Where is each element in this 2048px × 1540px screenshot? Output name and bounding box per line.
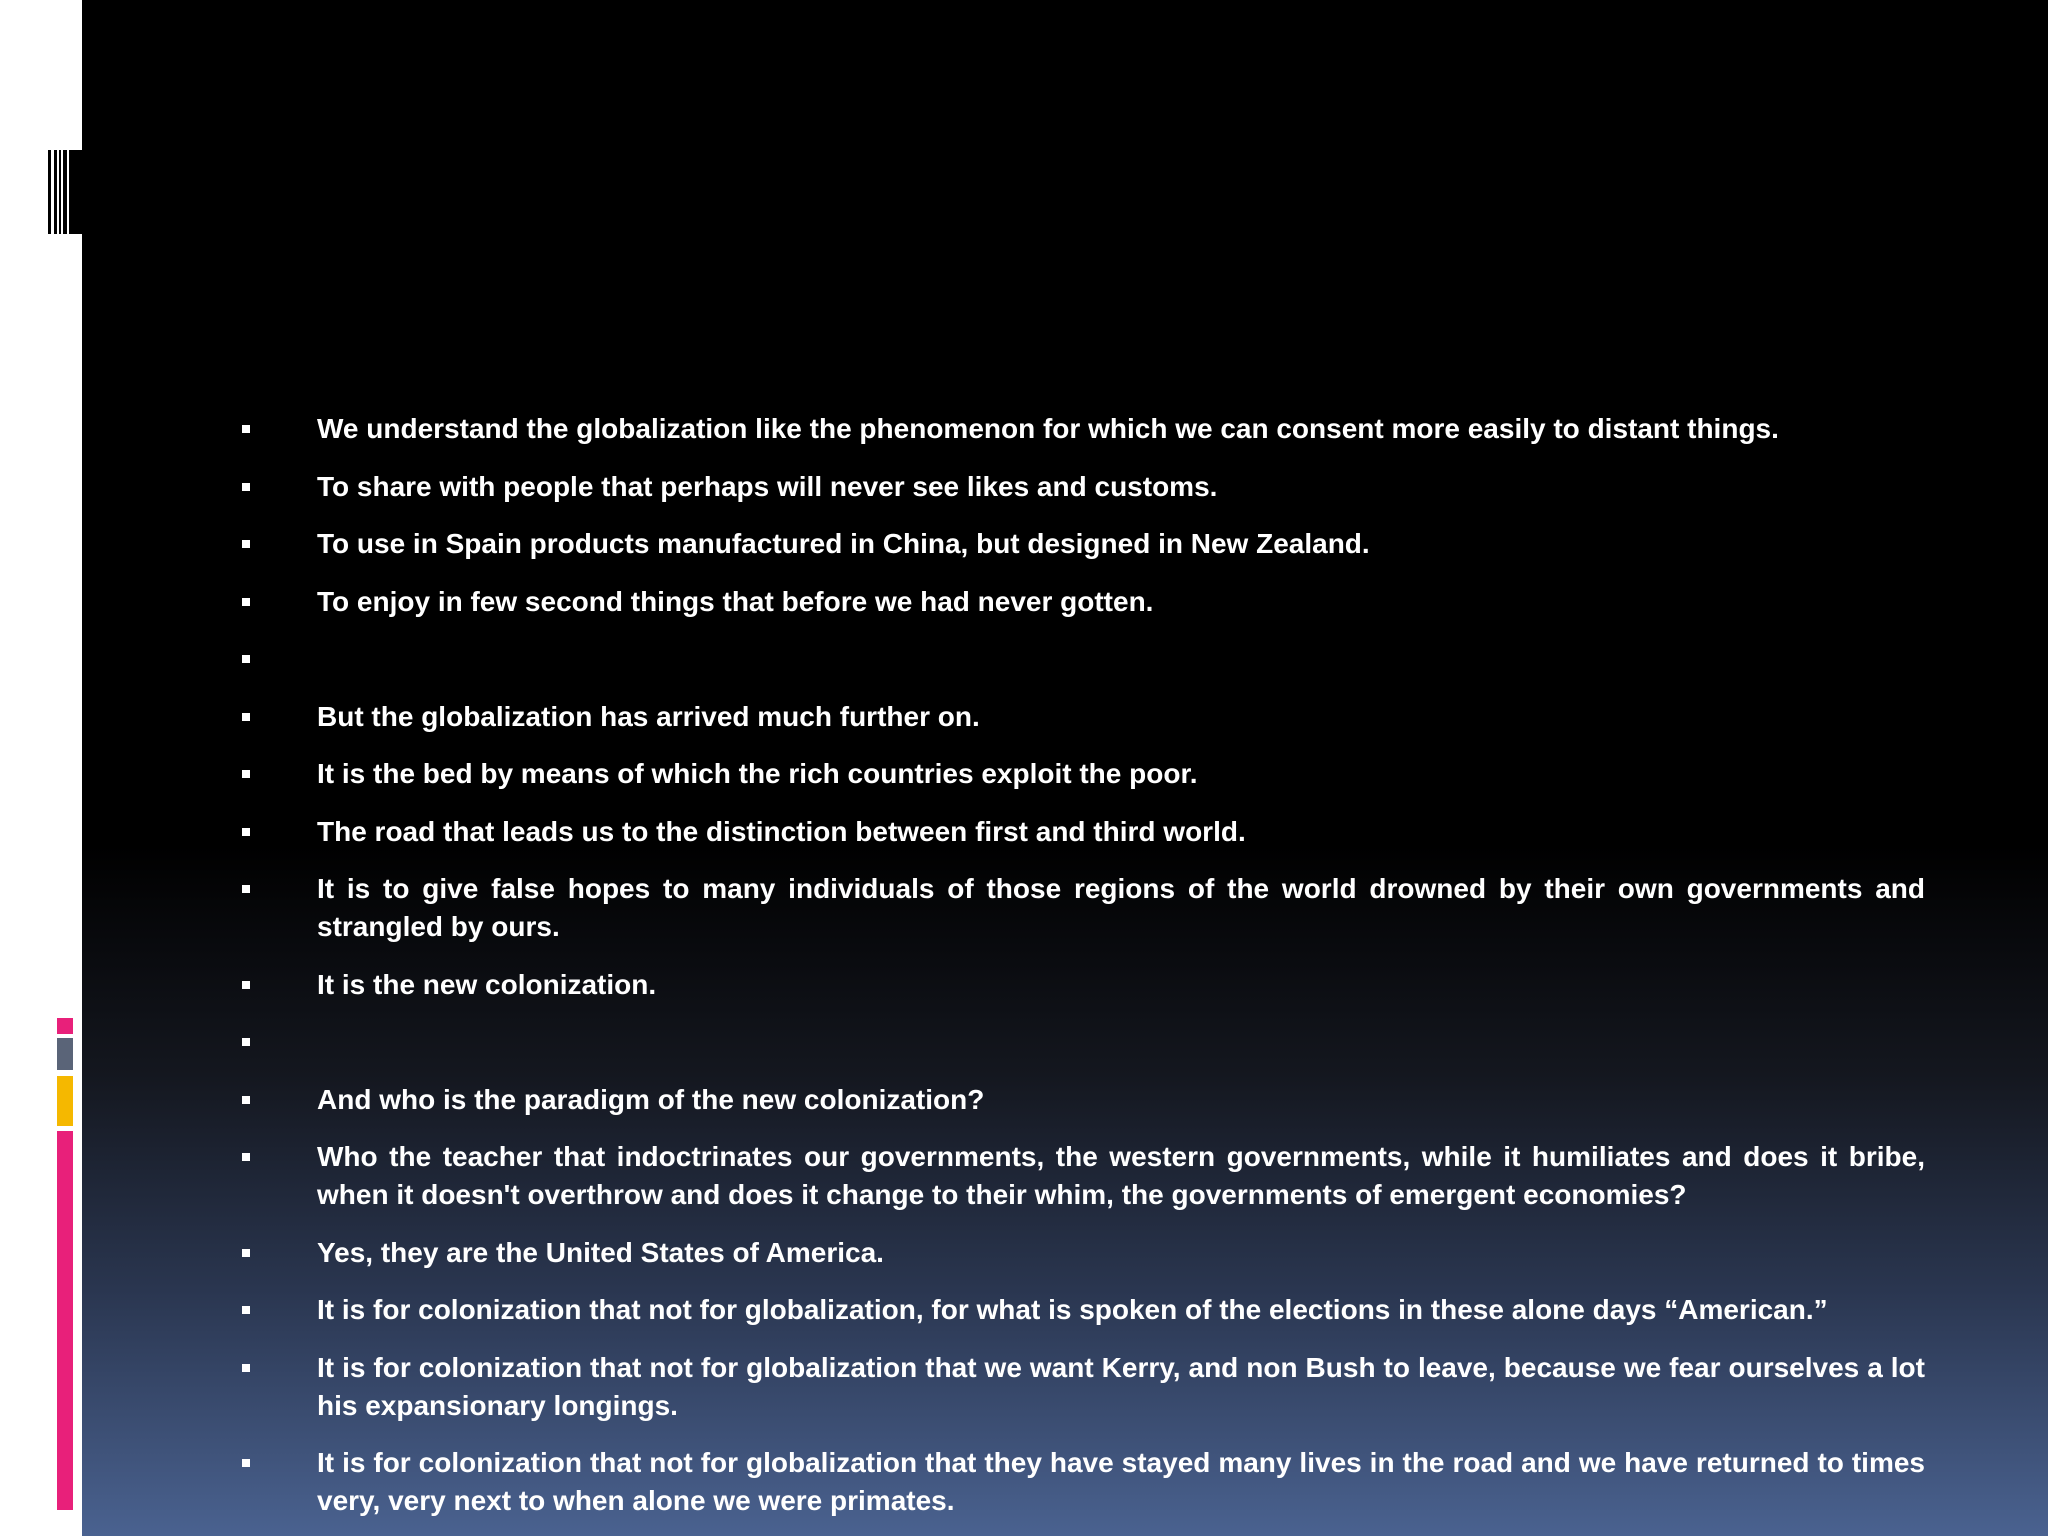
- square-bullet-icon: [242, 1153, 250, 1161]
- bullet-item: [235, 1138, 1925, 1214]
- square-bullet-icon: [242, 828, 250, 836]
- bullet-list: [235, 410, 1925, 1540]
- bullet-text: To use in Spain products manufactured in China, but designed in New Zealand.: [317, 528, 1370, 559]
- bullet-item: [235, 583, 1925, 621]
- bullet-item: [235, 813, 1925, 851]
- square-bullet-icon: [242, 655, 250, 663]
- bullet-text: It is for colonization that not for globalization that they have stayed many lives in the road and we have returned to times very, very next to when alone we were primates.: [317, 1447, 1925, 1516]
- square-bullet-icon: [242, 425, 250, 433]
- accent-bar-pink-long: [57, 1131, 73, 1510]
- bullet-text: We understand the globalization like the phenomenon for which we can consent more easily to distant things.: [317, 413, 1779, 444]
- bullet-item: [235, 1081, 1925, 1119]
- square-bullet-icon: [242, 885, 250, 893]
- bullet-text: The road that leads us to the distinction between first and third world.: [317, 815, 1246, 847]
- bullet-item: [235, 870, 1925, 946]
- square-bullet-icon: [242, 770, 250, 778]
- bullet-item: [235, 1234, 1925, 1272]
- square-bullet-icon: [242, 483, 250, 491]
- bullet-text: It is the new colonization.: [317, 968, 657, 1000]
- left-margin-strip: [0, 0, 82, 1536]
- square-bullet-icon: [242, 1306, 250, 1314]
- square-bullet-icon: [242, 1459, 250, 1467]
- square-bullet-icon: [242, 1364, 250, 1372]
- bullet-item: [235, 698, 1925, 736]
- bullet-text: It is to give false hopes to many individuals of those regions of the world drowned by their own governments and strangled by ours.: [317, 873, 1925, 942]
- bullet-item: [235, 410, 1925, 448]
- bullet-text: Who the teacher that indoctrinates our governments, the western governments, while it humiliates and does it bribe, when it doesn't overthrow and does it change to their whim, the governments of emergent economies?: [317, 1141, 1925, 1210]
- square-bullet-icon: [242, 598, 250, 606]
- bullet-item: [235, 1349, 1925, 1425]
- bullet-text: It is for colonization that not for globalization, for what is spoken of the elections in these alone days “American.”: [317, 1294, 1828, 1325]
- bullet-item: [235, 640, 1925, 678]
- square-bullet-icon: [242, 1096, 250, 1104]
- square-bullet-icon: [242, 981, 250, 989]
- bullet-text: It is for colonization that not for globalization that we want Kerry, and non Bush to leave, because we fear ourselves a lot his expansionary longings.: [317, 1351, 1925, 1421]
- bullet-item: [235, 1291, 1925, 1329]
- bullet-item: [235, 525, 1925, 563]
- bullet-text: But the globalization has arrived much further on.: [317, 700, 980, 732]
- bullet-item: [235, 755, 1925, 793]
- accent-bar-pink-top: [57, 1018, 73, 1034]
- bullet-text: It is the bed by means of which the rich countries exploit the poor.: [317, 758, 1198, 789]
- bullet-item: [235, 966, 1925, 1004]
- barcode-decoration: [48, 150, 82, 234]
- accent-bar-yellow: [57, 1076, 73, 1126]
- bullet-text: To share with people that perhaps will never see likes and customs.: [317, 470, 1218, 502]
- bullet-text: And who is the paradigm of the new colonization?: [317, 1083, 985, 1115]
- accent-bar-gray: [57, 1038, 73, 1070]
- bullet-item: [235, 1023, 1925, 1061]
- bullet-item: [235, 468, 1925, 506]
- square-bullet-icon: [242, 1038, 250, 1046]
- square-bullet-icon: [242, 540, 250, 548]
- square-bullet-icon: [242, 1249, 250, 1257]
- bullet-text: To enjoy in few second things that before we had never gotten.: [317, 585, 1154, 617]
- bullet-text: Yes, they are the United States of America.: [317, 1236, 884, 1268]
- bullet-item: [235, 1444, 1925, 1520]
- square-bullet-icon: [242, 713, 250, 721]
